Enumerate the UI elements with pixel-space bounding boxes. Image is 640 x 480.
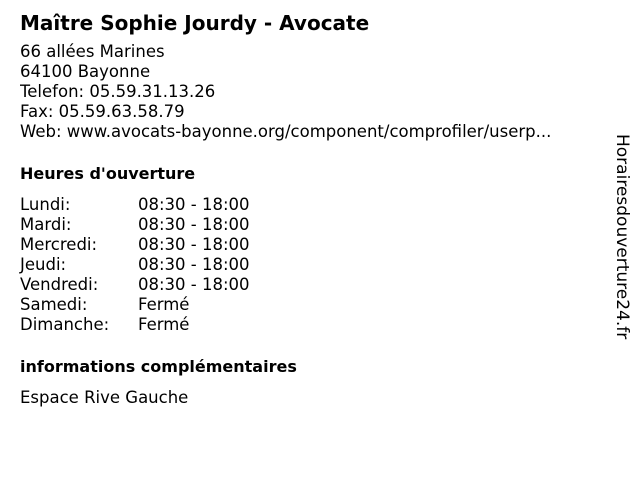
brand-watermark: Horairesdouverture24.fr (612, 134, 632, 340)
extra-info-heading: informations complémentaires (20, 357, 297, 376)
hours-row-dimanche (20, 315, 600, 335)
business-card (20, 10, 600, 408)
hours-value: 08:30 - 18:00 (138, 275, 250, 294)
hours-row-jeudi (20, 255, 600, 275)
hours-value: 08:30 - 18:00 (138, 235, 250, 254)
hours-day-label: Samedi: (20, 295, 88, 314)
hours-day-label: Jeudi: (20, 255, 67, 274)
address-city: 64100 Bayonne (20, 62, 151, 81)
hours-value: 08:30 - 18:00 (138, 255, 250, 274)
extra-info-text: Espace Rive Gauche (20, 388, 189, 407)
hours-value: Fermé (138, 295, 190, 314)
fax-number: Fax: 05.59.63.58.79 (20, 102, 185, 121)
hours-day-label: Mercredi: (20, 235, 98, 254)
hours-day-label: Vendredi: (20, 275, 99, 294)
hours-row-lundi (20, 195, 600, 215)
opening-hours-heading: Heures d'ouverture (20, 164, 196, 183)
hours-day-label: Mardi: (20, 215, 72, 234)
phone-number: Telefon: 05.59.31.13.26 (20, 82, 216, 101)
opening-hours-table (20, 195, 600, 335)
hours-row-vendredi (20, 275, 600, 295)
hours-row-mardi (20, 215, 600, 235)
hours-value: Fermé (138, 315, 190, 334)
hours-row-samedi (20, 295, 600, 315)
hours-value: 08:30 - 18:00 (138, 195, 250, 214)
business-title: Maître Sophie Jourdy - Avocate (20, 11, 370, 35)
hours-day-label: Lundi: (20, 195, 71, 214)
hours-day-label: Dimanche: (20, 315, 110, 334)
website-link: Web: www.avocats-bayonne.org/component/comprofiler/userp... (20, 122, 552, 141)
hours-value: 08:30 - 18:00 (138, 215, 250, 234)
hours-row-mercredi (20, 235, 600, 255)
address-street: 66 allées Marines (20, 42, 165, 61)
address-block (20, 42, 600, 142)
